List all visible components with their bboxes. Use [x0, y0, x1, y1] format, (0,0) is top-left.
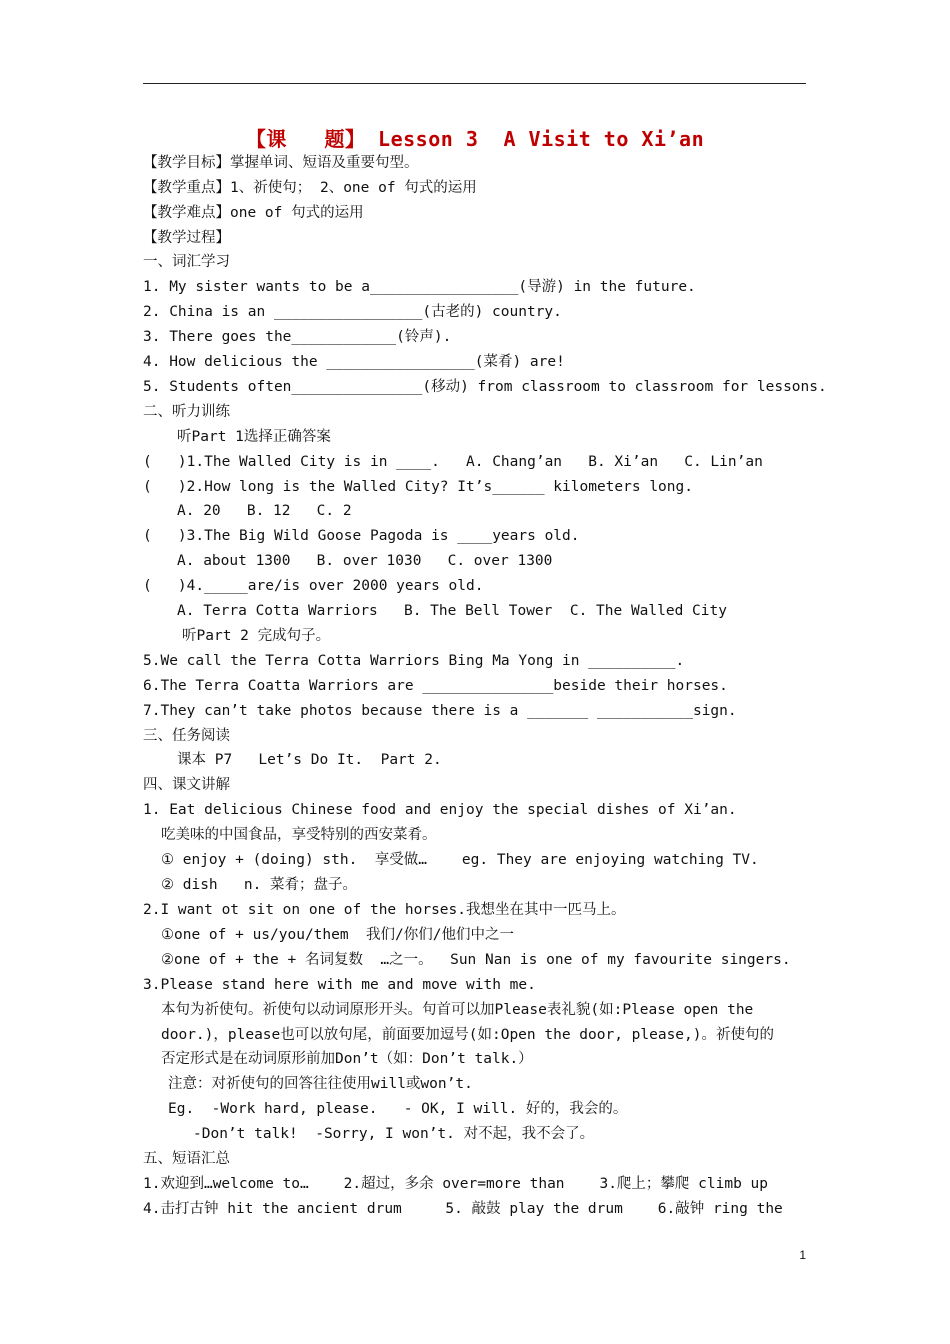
header-rule	[143, 83, 806, 84]
text-line: 5. Students often_______________(移动) from classroom to classroom for lessons.	[143, 379, 827, 395]
options-line: A. Terra Cotta Warriors B. The Bell Tower C. The Walled City	[177, 603, 727, 619]
text-line: 【教学重点】1、祈使句； 2、one of 句式的运用	[143, 180, 477, 196]
text-line: 2. China is an _________________(古老的) country.	[143, 304, 562, 320]
text-line: ① enjoy + (doing) sth. 享受做… eg. They are enjoying watching TV.	[161, 852, 759, 868]
section-heading: 四、课文讲解	[143, 777, 230, 793]
lesson-title: 【课 题】 Lesson 3 A Visit to Xi’an	[245, 127, 705, 151]
text-line: 1. My sister wants to be a_________________(导游) in the future.	[143, 279, 696, 295]
text-line: 3. There goes the____________(铃声).	[143, 329, 452, 345]
text-line: 5.We call the Terra Cotta Warriors Bing Ma Yong in __________.	[143, 653, 685, 669]
text-line: ②one of + the + 名词复数 …之一。 Sun Nan is one of my favourite singers.	[161, 952, 791, 968]
text-line: 1.欢迎到…welcome to… 2.超过，多余 over=more than 3.爬上；攀爬 climb up	[143, 1176, 768, 1192]
options-line: A. about 1300 B. over 1030 C. over 1300	[177, 553, 553, 569]
text-line: 【教学过程】	[143, 230, 230, 246]
section-heading: 五、短语汇总	[143, 1151, 230, 1167]
section-heading: 三、任务阅读	[143, 728, 230, 744]
text-line: 4.击打古钟 hit the ancient drum 5. 敲鼓 play the drum 6.敲钟 ring the	[143, 1201, 783, 1217]
text-line: ② dish n. 菜肴；盘子。	[161, 877, 358, 893]
text-line: 课本 P7 Let’s Do It. Part 2.	[177, 752, 442, 768]
text-line: 吃美味的中国食品，享受特别的西安菜肴。	[161, 827, 437, 843]
text-line: 7.They can’t take photos because there is a _______ ___________sign.	[143, 703, 737, 719]
text-line: 【教学难点】one of 句式的运用	[143, 205, 364, 221]
question-line: ( )3.The Big Wild Goose Pagoda is ____years old.	[143, 528, 580, 544]
text-line: door.)，please也可以放句尾，前面要加逗号(如:Open the door, please,)。祈使句的	[161, 1027, 774, 1043]
page-number: 1	[799, 1248, 806, 1262]
section-heading: 一、词汇学习	[143, 254, 230, 270]
text-line: 1. Eat delicious Chinese food and enjoy the special dishes of Xi’an.	[143, 802, 737, 818]
text-line: -Don’t talk! -Sorry, I won’t. 对不起，我不会了。	[193, 1126, 595, 1142]
text-line: 听Part 2 完成句子。	[182, 628, 331, 644]
question-line: ( )1.The Walled City is in ____. A. Chang’an B. Xi’an C. Lin’an	[143, 454, 763, 470]
text-line: 4. How delicious the _________________(菜肴) are!	[143, 354, 565, 370]
text-line: 【教学目标】掌握单词、短语及重要句型。	[143, 155, 419, 171]
text-line: Eg. -Work hard, please. - OK, I will. 好的，我会的。	[168, 1101, 628, 1117]
text-line: 本句为祈使句。祈使句以动词原形开头。句首可以加Please表礼貌(如:Please open the	[161, 1002, 754, 1018]
question-line: ( )4._____are/is over 2000 years old.	[143, 578, 484, 594]
options-line: A. 20 B. 12 C. 2	[177, 503, 352, 519]
text-line: 否定形式是在动词原形前加Don’t（如：Don’t talk.）	[161, 1051, 533, 1067]
text-line: 6.The Terra Coatta Warriors are _______________beside their horses.	[143, 678, 728, 694]
text-line: 注意：对祈使句的回答往往使用will或won’t.	[168, 1076, 473, 1092]
section-heading: 二、听力训练	[143, 404, 230, 420]
text-line: 2.I want ot sit on one of the horses.我想坐在其中一匹马上。	[143, 902, 626, 918]
text-line: 3.Please stand here with me and move with me.	[143, 977, 536, 993]
text-line: ①one of + us/you/them 我们/你们/他们中之一	[161, 927, 515, 943]
text-line: 听Part 1选择正确答案	[177, 429, 331, 445]
question-line: ( )2.How long is the Walled City? It’s______ kilometers long.	[143, 479, 693, 495]
